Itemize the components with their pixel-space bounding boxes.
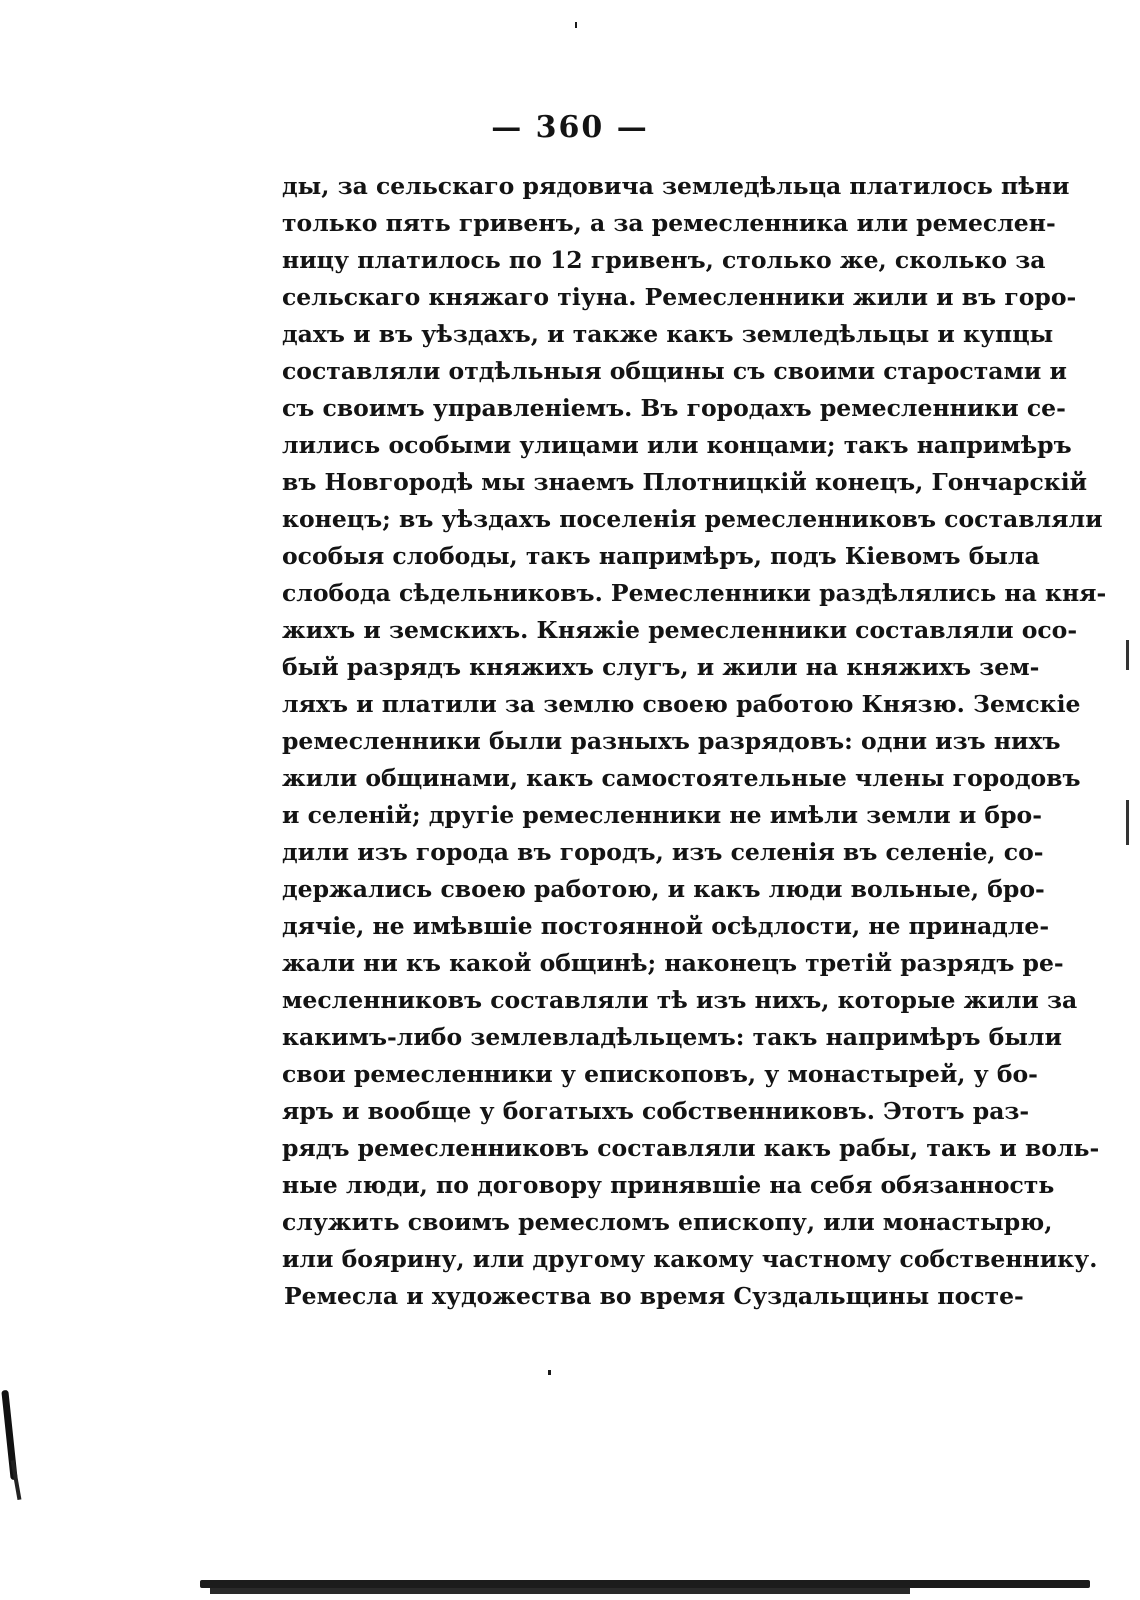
text-line: дили изъ города въ городъ, изъ селенія въ селеніе, со- bbox=[282, 838, 1044, 866]
text-line: свои ремесленники у епископовъ, у монастырей, у бо- bbox=[282, 1060, 1038, 1088]
page-number: — 360 — bbox=[491, 110, 649, 145]
text-line: въ Новгородѣ мы знаемъ Плотницкій конецъ, Гончарскій bbox=[282, 468, 1088, 496]
text-line: особыя слободы, такъ напримѣръ, подъ Кіевомъ была bbox=[282, 542, 1040, 570]
text-line: служить своимъ ремесломъ епископу, или монастырю, bbox=[282, 1208, 1053, 1236]
text-line: сельскаго княжаго тіуна. Ремесленники жили и въ горо- bbox=[282, 283, 1077, 311]
scan-speck bbox=[548, 1370, 551, 1375]
body-text bbox=[282, 168, 1107, 1315]
text-line: ные люди, по договору принявшіе на себя обязанность bbox=[282, 1171, 1055, 1199]
text-line: ляхъ и платили за землю своею работою Князю. Земскіе bbox=[282, 690, 1081, 718]
text-line: бый разрядъ княжихъ слугъ, и жили на княжихъ зем- bbox=[282, 653, 1040, 681]
text-line: месленниковъ составляли тѣ изъ нихъ, которые жили за bbox=[282, 986, 1078, 1014]
text-line: или боярину, или другому какому частному собственнику. bbox=[282, 1245, 1098, 1273]
text-line: конецъ; въ уѣздахъ поселенія ремесленниковъ составляли bbox=[282, 505, 1103, 533]
text-line: держались своею работою, и какъ люди вольные, бро- bbox=[282, 875, 1045, 903]
text-line: Ремесла и художества во время Суздальщины посте- bbox=[284, 1282, 1024, 1310]
text-line: ремесленники были разныхъ разрядовъ: одни изъ нихъ bbox=[282, 727, 1061, 755]
text-line: какимъ-либо землевладѣльцемъ: такъ напримѣръ были bbox=[282, 1023, 1062, 1051]
text-line: съ своимъ управленіемъ. Въ городахъ ремесленники се- bbox=[282, 394, 1066, 422]
text-line: ницу платилось по 12 гривенъ, столько же, сколько за bbox=[282, 246, 1046, 274]
text-line: рядъ ремесленниковъ составляли какъ рабы, такъ и воль- bbox=[282, 1134, 1100, 1162]
text-line: и селеній; другіе ремесленники не имѣли земли и бро- bbox=[282, 801, 1042, 829]
text-line: жихъ и земскихъ. Княжіе ремесленники составляли осо- bbox=[282, 616, 1078, 644]
text-line: жили общинами, какъ самостоятельные члены городовъ bbox=[282, 764, 1081, 792]
scan-edge-mark bbox=[1126, 640, 1129, 670]
scan-bottom-edge bbox=[200, 1580, 1090, 1588]
text-line: составляли отдѣльныя общины съ своими старостами и bbox=[282, 357, 1067, 385]
text-line: слобода сѣдельниковъ. Ремесленники раздѣлялись на кня- bbox=[282, 579, 1107, 607]
text-line: яръ и вообще у богатыхъ собственниковъ. Этотъ раз- bbox=[282, 1097, 1030, 1125]
scan-edge-mark bbox=[1126, 800, 1129, 845]
text-line: ды, за сельскаго рядовича земледѣльца платилось пѣни bbox=[282, 172, 1070, 200]
text-line: лились особыми улицами или концами; такъ напримѣръ bbox=[282, 431, 1072, 459]
text-line: только пять гривенъ, а за ремесленника или ремеслен- bbox=[282, 209, 1056, 237]
text-line: дахъ и въ уѣздахъ, и также какъ земледѣльцы и купцы bbox=[282, 320, 1054, 348]
scan-speck bbox=[575, 22, 577, 28]
text-line: дячіе, не имѣвшіе постоянной осѣдлости, не принадле- bbox=[282, 912, 1050, 940]
scan-bottom-edge bbox=[210, 1588, 910, 1594]
text-line: жали ни къ какой общинѣ; наконецъ третій разрядъ ре- bbox=[282, 949, 1064, 977]
